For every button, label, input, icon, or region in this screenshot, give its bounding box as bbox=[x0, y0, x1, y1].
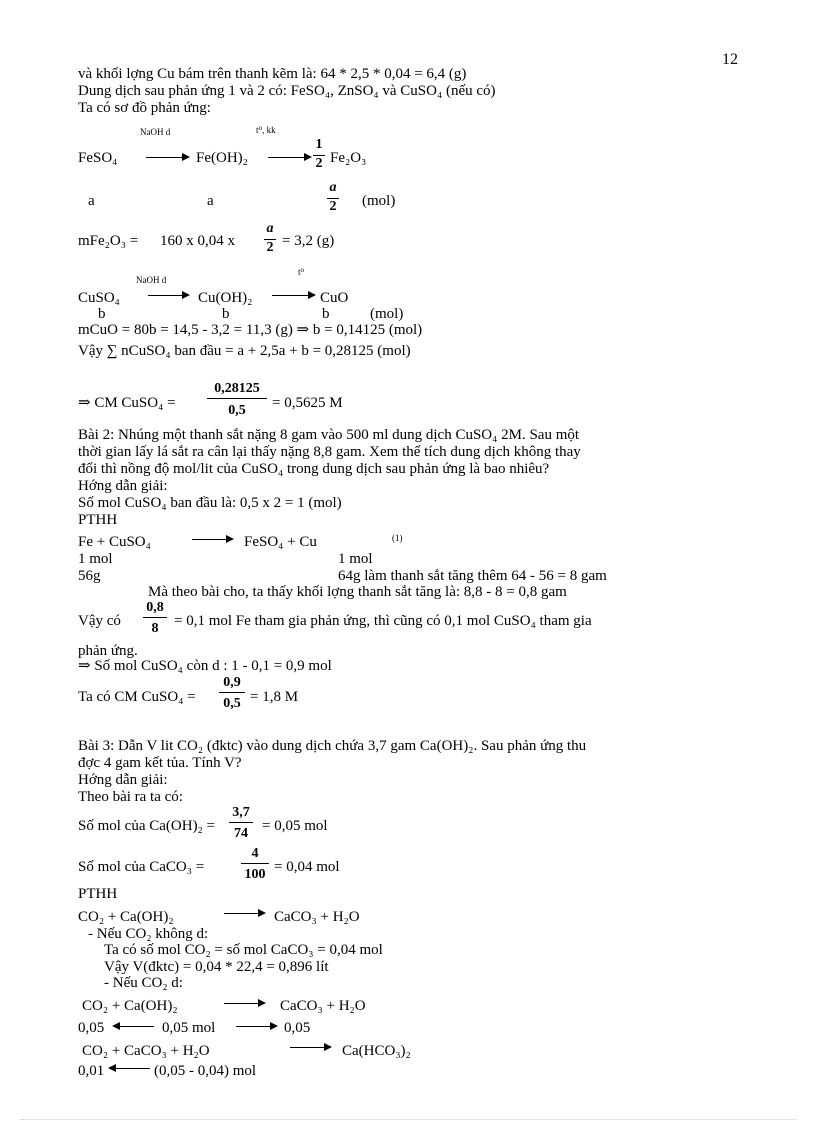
text-line: = 0,1 mol Fe tham gia phản ứng, thì cũng có 0,1 mol CuSO₄ tham gia bbox=[174, 613, 592, 629]
text-line: PTHH bbox=[78, 512, 118, 528]
reagent-label: NaOH d bbox=[140, 127, 171, 137]
fraction-denominator: 0,5 bbox=[223, 696, 241, 711]
text-line: phản ứng. bbox=[78, 643, 138, 659]
text-line: Theo bài ra ta có: bbox=[78, 789, 183, 805]
reaction-arrow bbox=[110, 1068, 150, 1069]
text-line: Vậy ∑ nCuSO₄ ban đầu = a + 2,5a + b = 0,28125 (mol) bbox=[78, 343, 411, 359]
concentration-result: = 1,8 M bbox=[250, 689, 299, 705]
text-line: Dung dịch sau phản ứng 1 và 2 có: FeSO₄, ZnSO₄ và CuSO₄ (nếu có) bbox=[78, 83, 496, 99]
fraction-numerator: a bbox=[329, 180, 337, 195]
text-line: = 0,05 mol bbox=[262, 818, 328, 834]
equation-right: CaCO₃ + H₂O bbox=[274, 909, 360, 925]
text-line: = 0,04 mol bbox=[274, 859, 340, 875]
problem-text: đổi thì nồng độ mol/lit của CuSO₄ trong dung dịch sau phản ứng là bao nhiêu? bbox=[78, 461, 550, 477]
reaction-arrow bbox=[148, 295, 188, 296]
mass-label: mFe₂O₃ = bbox=[78, 233, 139, 249]
text-line: Ta có sơ đồ phản ứng: bbox=[78, 100, 211, 116]
equation-number: (1) bbox=[392, 533, 403, 543]
reaction-arrow bbox=[268, 157, 310, 158]
fraction-denominator: 8 bbox=[151, 621, 159, 636]
text-line: 0,05 bbox=[284, 1020, 311, 1036]
text-line: 0,05 bbox=[78, 1020, 105, 1036]
equation-left: CO₂ + Ca(OH)₂ bbox=[82, 998, 178, 1014]
fraction-bar bbox=[219, 692, 245, 693]
reaction-arrow bbox=[192, 539, 232, 540]
fraction-numerator: a bbox=[266, 221, 274, 236]
fraction-denominator: 2 bbox=[315, 156, 323, 171]
equation-left: Fe + CuSO₄ bbox=[78, 534, 151, 550]
mass-result: = 3,2 (g) bbox=[282, 233, 335, 249]
coef: b bbox=[98, 306, 106, 322]
text-line: - Nếu CO₂ d: bbox=[104, 975, 183, 991]
fraction-bar bbox=[229, 822, 253, 823]
text-line: và khối lợng Cu bám trên thanh kẽm là: 64 * 2,5 * 0,04 = 6,4 (g) bbox=[78, 66, 467, 82]
formula: FeSO₄ bbox=[78, 150, 118, 166]
page-bottom-divider bbox=[20, 1119, 796, 1120]
text-line: ⇒ Số mol CuSO₄ còn d : 1 - 0,1 = 0,9 mol bbox=[78, 658, 332, 674]
fraction-denominator: 100 bbox=[244, 867, 266, 882]
concentration-result: = 0,5625 M bbox=[272, 395, 343, 411]
formula: Fe₂O₃ bbox=[330, 150, 367, 166]
text-line: Số mol của CaCO₃ = bbox=[78, 859, 205, 875]
unit: (mol) bbox=[362, 193, 396, 209]
fraction-numerator: 1 bbox=[315, 137, 323, 152]
fraction-denominator: 74 bbox=[234, 826, 248, 841]
problem-text: Bài 3: Dẫn V lit CO₂ (đktc) vào dung dịch chứa 3,7 gam Ca(OH)₂. Sau phản ứng thu bbox=[78, 738, 587, 754]
fraction-numerator: 3,7 bbox=[232, 805, 250, 820]
text-line: (0,05 - 0,04) mol bbox=[154, 1063, 257, 1079]
problem-text: Bài 2: Nhúng một thanh sắt nặng 8 gam vào 500 ml dung dịch CuSO₄ 2M. Sau một bbox=[78, 427, 580, 443]
fraction-denominator: 0,5 bbox=[228, 403, 246, 418]
text-line: PTHH bbox=[78, 886, 118, 902]
formula: CuO bbox=[320, 290, 349, 306]
fraction-numerator: 0,28125 bbox=[214, 381, 260, 396]
problem-text: đợc 4 gam kết tủa. Tính V? bbox=[78, 755, 242, 771]
fraction-bar bbox=[207, 398, 267, 399]
text-line: Mà theo bài cho, ta thấy khối lợng thanh sắt tăng là: 8,8 - 8 = 0,8 gam bbox=[148, 584, 567, 600]
unit: (mol) bbox=[370, 306, 404, 322]
concentration-label: Ta có CM CuSO₄ = bbox=[78, 689, 196, 705]
equation-left: CO₂ + CaCO₃ + H₂O bbox=[82, 1043, 210, 1059]
mass-expr: 160 x 0,04 x bbox=[160, 233, 235, 249]
problem-text: thời gian lấy lá sắt ra cân lại thấy nặng 8,8 gam. Xem thể tích dung dịch không thay bbox=[78, 444, 581, 460]
condition-label: t⁰ bbox=[298, 267, 305, 277]
fraction-bar bbox=[143, 617, 167, 618]
fraction-numerator: 0,9 bbox=[223, 675, 241, 690]
text-line: Số mol của Ca(OH)₂ = bbox=[78, 818, 215, 834]
fraction-bar bbox=[241, 863, 269, 864]
fraction-denominator: 2 bbox=[329, 199, 337, 214]
reaction-arrow bbox=[272, 295, 314, 296]
text-line: 1 mol bbox=[338, 551, 373, 567]
reaction-arrow bbox=[146, 157, 188, 158]
equation-left: CO₂ + Ca(OH)₂ bbox=[78, 909, 174, 925]
text-line: Ta có số mol CO₂ = số mol CaCO₃ = 0,04 mol bbox=[104, 942, 383, 958]
fraction-numerator: 0,8 bbox=[146, 600, 164, 615]
text-line: Vậy có bbox=[78, 613, 121, 629]
reaction-arrow bbox=[290, 1047, 330, 1048]
coef: b bbox=[322, 306, 330, 322]
text-line: Vậy V(đktc) = 0,04 * 22,4 = 0,896 lít bbox=[104, 959, 329, 975]
text-line: Số mol CuSO₄ ban đầu là: 0,5 x 2 = 1 (mol) bbox=[78, 495, 342, 511]
text-line: 64g làm thanh sắt tăng thêm 64 - 56 = 8 gam bbox=[338, 568, 607, 584]
coef: a bbox=[88, 193, 95, 209]
fraction-denominator: 2 bbox=[266, 240, 274, 255]
text-line: Hớng dẫn giải: bbox=[78, 772, 168, 788]
formula: CuSO₄ bbox=[78, 290, 120, 306]
text-line: 56g bbox=[78, 568, 101, 584]
page-number: 12 bbox=[722, 51, 738, 68]
reaction-arrow bbox=[224, 913, 264, 914]
text-line: 0,05 mol bbox=[162, 1020, 216, 1036]
coef: a bbox=[207, 193, 214, 209]
reaction-arrow bbox=[224, 1003, 264, 1004]
equation-right: FeSO₄ + Cu bbox=[244, 534, 317, 550]
text-line: - Nếu CO₂ không d: bbox=[88, 926, 209, 942]
formula: Fe(OH)₂ bbox=[196, 150, 248, 166]
formula: Cu(OH)₂ bbox=[198, 290, 253, 306]
fraction-numerator: 4 bbox=[251, 846, 259, 861]
equation-right: Ca(HCO₃)₂ bbox=[342, 1043, 411, 1059]
equation-right: CaCO₃ + H₂O bbox=[280, 998, 366, 1014]
coef: b bbox=[222, 306, 230, 322]
reagent-label: NaOH d bbox=[136, 275, 167, 285]
reaction-arrow bbox=[236, 1026, 276, 1027]
reaction-arrow bbox=[114, 1026, 154, 1027]
text-line: 1 mol bbox=[78, 551, 113, 567]
text-line: 0,01 bbox=[78, 1063, 105, 1079]
condition-label: t⁰, kk bbox=[256, 125, 276, 135]
text-line: mCuO = 80b = 14,5 - 3,2 = 11,3 (g) ⇒ b = 0,14125 (mol) bbox=[78, 322, 423, 338]
text-line: Hớng dẫn giải: bbox=[78, 478, 168, 494]
concentration-label: ⇒ CM CuSO₄ = bbox=[78, 395, 176, 411]
